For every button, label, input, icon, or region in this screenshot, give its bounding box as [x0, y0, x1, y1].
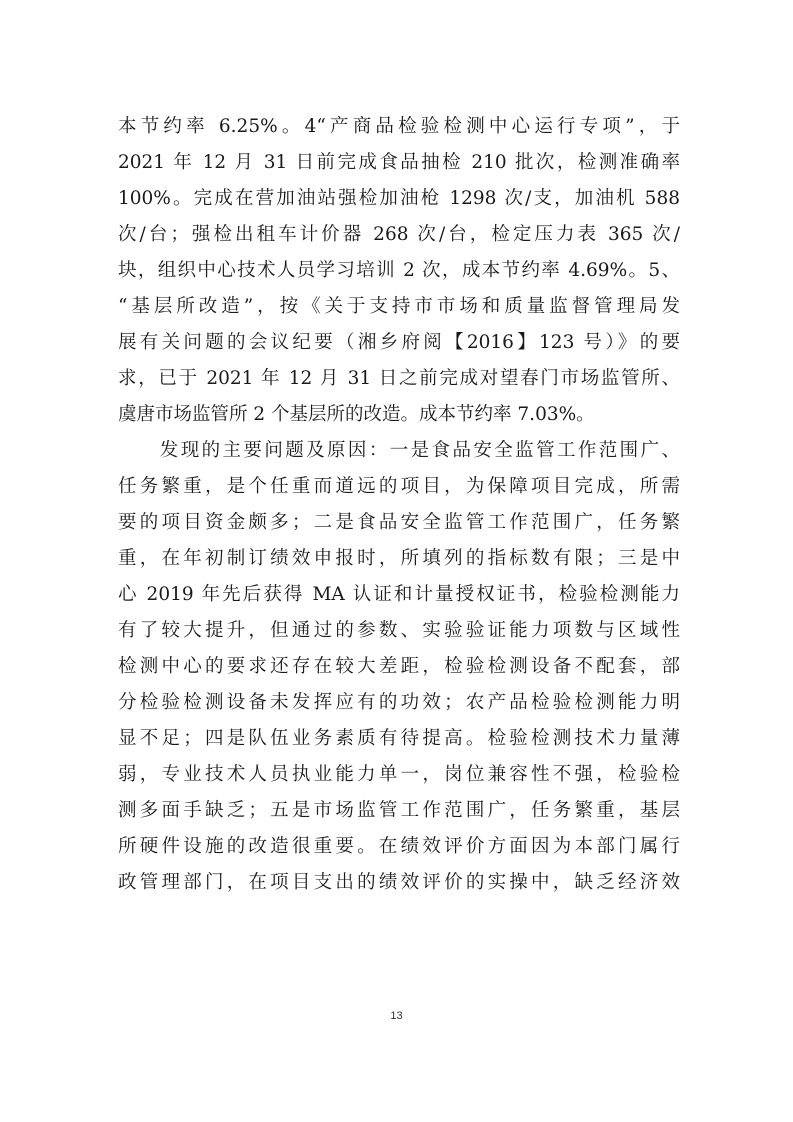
- text-line: 重，在年初制订绩效申报时，所填列的指标数有限；三是中: [118, 548, 680, 569]
- text-line: 2021 年 12 月 31 日前完成食品抽检 210 批次，检测准确率: [118, 152, 680, 173]
- text-line: 测多面手缺乏；五是市场监管工作范围广，任务繁重，基层: [118, 800, 680, 821]
- text-line: 弱，专业技术人员执业能力单一，岗位兼容性不强，检验检: [118, 764, 680, 785]
- text-line: 展有关问题的会议纪要（湘乡府阅【2016】123 号）》的要: [118, 332, 680, 353]
- text-line: 有了较大提升，但通过的参数、实验验证能力项数与区域性: [118, 620, 680, 641]
- page-number: 13: [390, 1010, 403, 1022]
- text-line: 次/台；强检出租车计价器 268 次/台，检定压力表 365 次/: [118, 224, 680, 245]
- text-line: 心 2019 年先后获得 MA 认证和计量授权证书，检验检测能力: [118, 584, 680, 605]
- text-line: 块，组织中心技术人员学习培训 2 次，成本节约率 4.69%。5、: [118, 260, 680, 281]
- text-line: 检测中心的要求还存在较大差距，检验检测设备不配套，部: [118, 656, 680, 677]
- text-line: 求，已于 2021 年 12 月 31 日之前完成对望春门市场监管所、: [118, 368, 680, 389]
- text-line: “基层所改造”，按《关于支持市市场和质量监督管理局发: [118, 296, 680, 317]
- text-line: 要的项目资金颇多；二是食品安全监管工作范围广，任务繁: [118, 512, 680, 533]
- text-line: 任务繁重，是个任重而道远的项目，为保障项目完成，所需: [118, 476, 680, 497]
- text-line: 分检验检测设备未发挥应有的功效；农产品检验检测能力明: [118, 692, 680, 713]
- paragraph-first-line: 发现的主要问题及原因：一是食品安全监管工作范围广、: [118, 440, 680, 461]
- text-line: 所硬件设施的改造很重要。在绩效评价方面因为本部门属行: [118, 836, 680, 857]
- text-line: 显不足；四是队伍业务素质有待提高。检验检测技术力量薄: [118, 728, 680, 749]
- text-line: 本节约率 6.25%。4“产商品检验检测中心运行专项”，于: [118, 116, 680, 137]
- text-line: 100%。完成在营加油站强检加油枪 1298 次/支，加油机 588: [118, 188, 680, 209]
- text-line: 虞唐市场监管所 2 个基层所的改造。成本节约率 7.03%。: [118, 404, 595, 425]
- text-line: 政管理部门，在项目支出的绩效评价的实操中，缺乏经济效: [118, 872, 680, 893]
